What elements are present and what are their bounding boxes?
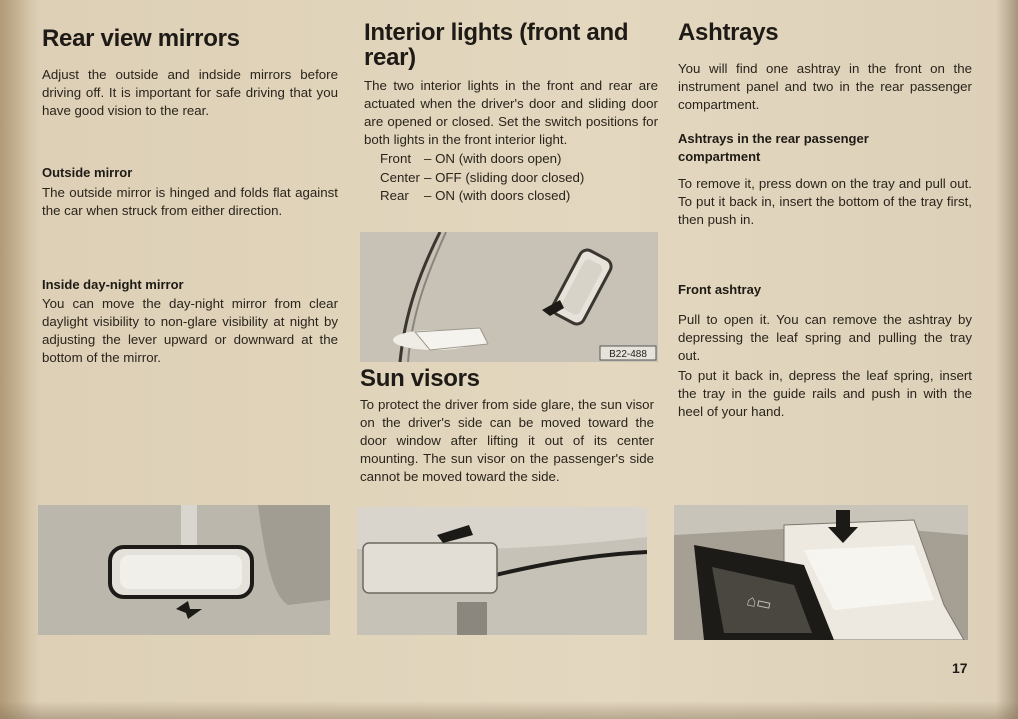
page-bottom-shadow	[0, 701, 1018, 719]
inside-mirror-text: You can move the day-night mirror from clear daylight visibility to non-glare visibility at night by adjusting the lever upward or downward at the bottom of the mirror.	[42, 296, 338, 366]
sun-visors-section	[360, 366, 654, 486]
page-stain	[0, 0, 40, 719]
rear-view-mirrors-title: Rear view mirrors	[42, 25, 240, 52]
inside-mirror-illustration	[38, 505, 330, 635]
interior-light-photo	[360, 232, 658, 362]
page-number: 17	[952, 660, 968, 676]
sun-visor-photo	[357, 507, 647, 635]
svg-text:⌂▭: ⌂▭	[745, 592, 773, 615]
switch-position-front: Front – ON (with doors open)	[380, 151, 562, 167]
inside-mirror-photo	[38, 505, 330, 635]
front-ashtray-text-2: To put it back in, depress the leaf spring, insert the tray in the guide rails and push in with the heel of your hand.	[678, 367, 972, 419]
ashtrays-title: Ashtrays	[678, 19, 779, 46]
sun-visors-title: Sun visors	[360, 365, 480, 392]
sun-visors-text: To protect the driver from side glare, the sun visor on the driver's side can be moved toward the door window after lifting it out of its center mounting. The sun visor on the passenger's side cannot be moved toward the side.	[360, 397, 654, 485]
interior-lights-section	[364, 20, 658, 206]
outside-mirror-text: The outside mirror is hinged and folds flat against the car when struck from either direction.	[42, 184, 338, 218]
front-ashtray-text-1: Pull to open it. You can remove the ashtray by depressing the leaf spring and pulling the tray out.	[678, 311, 972, 363]
sun-visor-illustration	[357, 507, 647, 635]
interior-light-illustration	[360, 232, 658, 362]
ashtrays-intro: You will find one ashtray in the front on the instrument panel and two in the rear passenger compartment.	[678, 61, 972, 113]
rear-ashtrays-text: To remove it, press down on the tray and pull out. To put it back in, insert the bottom of the tray first, then push in.	[678, 176, 972, 228]
switch-position-rear: Rear – ON (with doors closed)	[380, 188, 571, 204]
photo-code-label: B22-488	[609, 349, 647, 360]
rear-ashtrays-heading: Ashtrays in the rear passenger compartment	[678, 131, 869, 164]
switch-positions-list	[380, 150, 658, 206]
rear-view-mirrors-section	[42, 26, 338, 367]
switch-position-center: Center – OFF (sliding door closed)	[380, 169, 585, 185]
page-edge-shadow	[996, 0, 1018, 719]
ashtray-illustration	[674, 505, 968, 640]
ashtray-photo	[674, 505, 968, 640]
interior-lights-title: Interior lights (front and rear)	[364, 19, 629, 72]
front-ashtray-heading: Front ashtray	[678, 282, 762, 298]
inside-mirror-heading: Inside day-night mirror	[42, 276, 184, 292]
ashtrays-section	[678, 20, 972, 421]
interior-lights-text: The two interior lights in the front and rear are actuated when the driver's door and sliding door are opened or closed. Set the switch positions for both lights in the front interior light.	[364, 78, 658, 148]
rear-view-mirrors-intro: Adjust the outside and indside mirrors before driving off. It is important for safe driving that you have good vision to the rear.	[42, 67, 338, 119]
outside-mirror-heading: Outside mirror	[42, 165, 133, 181]
